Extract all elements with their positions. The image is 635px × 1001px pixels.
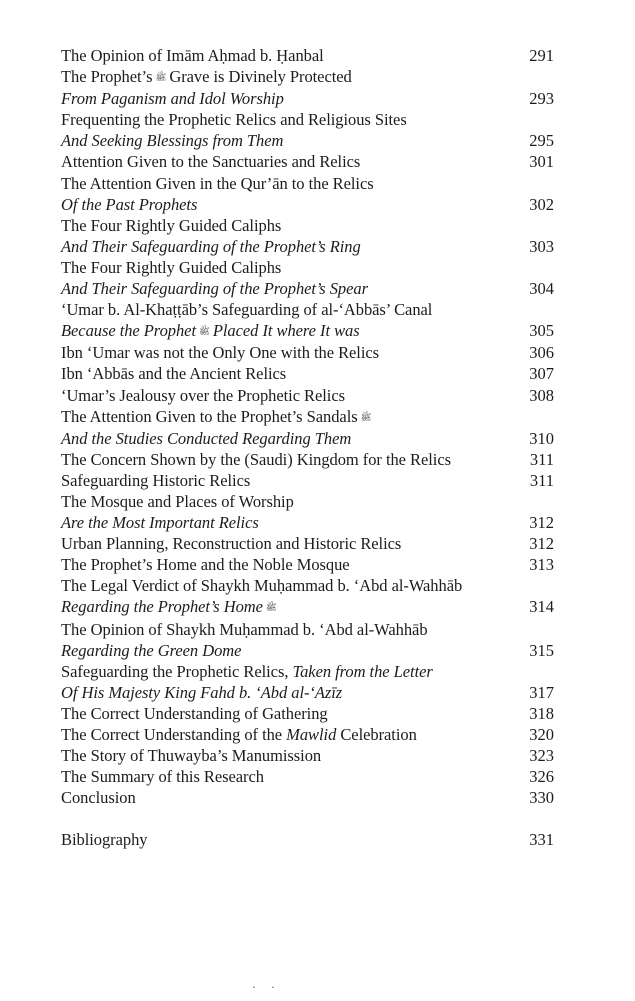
- toc-entry-text: Grave is Divinely Protected: [169, 67, 352, 87]
- page-footer-mark: · ·: [252, 980, 281, 994]
- toc-entry: [61, 278, 554, 299]
- toc-page-number: 311: [529, 449, 554, 469]
- toc-entry-text: Ibn ‘Umar was not the Only One with the Relics: [61, 343, 380, 363]
- toc-entry-text: ‘Umar b. Al-Khaṭṭāb’s Safeguarding of al-‘Abbās’ Canal: [61, 300, 433, 320]
- toc-entry-title: [61, 449, 524, 470]
- toc-entry-text: Safeguarding the Prophetic Relics,: [61, 661, 293, 681]
- toc-entry-title: [61, 130, 524, 151]
- toc-entry-title: [61, 385, 524, 406]
- toc-entry-title: [61, 533, 524, 554]
- toc-entry-title: [61, 596, 524, 618]
- toc-page-number: 315: [529, 640, 554, 660]
- toc-entry-title: [61, 575, 524, 596]
- toc-page-number: 313: [529, 555, 554, 575]
- toc-entry: [61, 766, 554, 787]
- toc-entry-text: Regarding the Prophet’s Home: [61, 597, 263, 617]
- toc-entry-text: The Opinion of Imām Aḥmad b. Ḥanbal: [61, 46, 324, 65]
- toc-entry-text: The Prophet’s: [61, 67, 153, 87]
- toc-entry: [61, 66, 554, 88]
- toc-entry: [61, 428, 554, 449]
- toc-entry-text: The Attention Given in the Qur’ān to the Relics: [61, 173, 374, 193]
- toc-entry: [61, 342, 554, 363]
- toc-entry: [61, 215, 554, 236]
- honorific-icon: ﷺ: [360, 411, 372, 422]
- toc-entry-text: The Correct Understanding of Gathering: [61, 703, 328, 723]
- toc-entry-text: The Summary of this Research: [61, 767, 264, 787]
- toc-entry-title: [61, 470, 524, 491]
- toc-entry: [61, 257, 554, 278]
- toc-entry: [61, 533, 554, 554]
- toc-entry: [61, 151, 554, 172]
- honorific-icon: ﷺ: [155, 72, 167, 83]
- toc-entry-text: The Prophet’s Home and the Noble Mosque: [61, 555, 350, 575]
- toc-entry: [61, 554, 554, 575]
- toc-entry-title: [61, 66, 524, 88]
- toc-page-number: 320: [529, 725, 554, 744]
- toc-entry-text: The Opinion of Shaykh Muḥammad b. ‘Abd al-Wahhāb: [61, 619, 428, 639]
- toc-entry-title: [61, 109, 524, 130]
- toc-page-number: 323: [529, 746, 554, 766]
- toc-entry-title: [61, 619, 524, 640]
- toc-page-number: 301: [529, 152, 554, 172]
- toc-entry-text: The Legal Verdict of Shaykh Muḥammad b. ‘Abd al-Wahhāb: [61, 576, 463, 596]
- toc-entry-text: Placed It where It was: [212, 321, 360, 341]
- toc-entry-text: Conclusion: [61, 788, 136, 808]
- toc-page-number: 312: [529, 534, 554, 554]
- toc-page-number: 304: [529, 279, 554, 299]
- toc-entry: [61, 745, 554, 766]
- toc-entry: [61, 470, 554, 491]
- toc-entry-text: The Four Rightly Guided Caliphs: [61, 215, 282, 235]
- toc-entry-text: The Correct Understanding of the: [61, 725, 287, 744]
- toc-page-number: 293: [529, 89, 554, 109]
- toc-page-number: 318: [529, 703, 554, 723]
- toc-entry-title: [61, 257, 524, 278]
- toc-entry: [61, 640, 554, 661]
- toc-page-number: 305: [529, 321, 554, 341]
- toc-entry-title: [61, 787, 524, 808]
- toc-entry-text: And the Studies Conducted Regarding Them: [61, 428, 352, 448]
- table-of-contents: [61, 45, 554, 850]
- toc-entry: [61, 194, 554, 215]
- toc-entry-title: [61, 682, 524, 703]
- toc-page-number: 326: [529, 767, 554, 787]
- toc-entry-title: [61, 554, 524, 575]
- toc-entry-title: [61, 745, 524, 766]
- toc-entry-text: The Attention Given to the Prophet’s Sandals: [61, 406, 358, 426]
- toc-page-number: 306: [529, 343, 554, 363]
- toc-entry: [61, 596, 554, 618]
- toc-entry: [61, 173, 554, 194]
- toc-entry: [61, 385, 554, 406]
- toc-entry-text: And Seeking Blessings from Them: [61, 131, 284, 151]
- toc-entry-title: [61, 406, 524, 428]
- toc-entry-text: The Concern Shown by the (Saudi) Kingdom for the Relics: [61, 449, 451, 469]
- toc-entry-text: Celebration: [336, 725, 417, 744]
- toc-entry: [61, 363, 554, 384]
- toc-entry: [61, 619, 554, 640]
- toc-page-number: 295: [529, 131, 554, 151]
- toc-entry: [61, 787, 554, 808]
- toc-entry: [61, 575, 554, 596]
- toc-entry-text: From Paganism and Idol Worship: [61, 89, 284, 109]
- honorific-icon: ﷺ: [198, 326, 210, 337]
- toc-entry-text: Ibn ‘Abbās and the Ancient Relics: [61, 364, 287, 384]
- toc-page-number: 310: [529, 428, 554, 448]
- toc-entry: [61, 829, 554, 850]
- toc-entry-text: Regarding the Green Dome: [61, 640, 242, 660]
- toc-entry: [61, 320, 554, 342]
- toc-entry-title: [61, 363, 524, 384]
- toc-page-number: 314: [529, 597, 554, 617]
- toc-entry-text: The Story of Thuwayba’s Manumission: [61, 746, 322, 766]
- toc-entry-title: [61, 491, 524, 512]
- toc-entry-text: Urban Planning, Reconstruction and Historic Relics: [61, 534, 402, 554]
- toc-entry-title: [61, 194, 524, 215]
- toc-entry-text: And Their Safeguarding of the Prophet’s Spear: [61, 279, 368, 299]
- toc-entry-text: Of His Majesty King Fahd b. ‘Abd al-‘Azīz: [61, 682, 343, 702]
- toc-entry-title: [61, 151, 524, 172]
- toc-page-number: 311: [529, 470, 554, 490]
- toc-entry-text: Safeguarding Historic Relics: [61, 470, 251, 490]
- toc-entry-title: [61, 215, 524, 236]
- toc-entry: [61, 449, 554, 470]
- toc-entry-title: [61, 766, 524, 787]
- toc-page-number: 302: [529, 194, 554, 214]
- toc-page-number: 303: [529, 236, 554, 256]
- toc-entry-text: The Four Rightly Guided Caliphs: [61, 257, 282, 277]
- toc-page-number: 330: [529, 788, 554, 808]
- toc-entry-text: Of the Past Prophets: [61, 194, 198, 214]
- toc-page-number: 317: [529, 682, 554, 702]
- toc-page-number: 331: [529, 830, 554, 850]
- toc-entry-text: ‘Umar’s Jealousy over the Prophetic Relics: [61, 385, 345, 405]
- toc-entry: [61, 703, 554, 724]
- honorific-icon: ﷺ: [265, 602, 277, 613]
- toc-entry-title: [61, 45, 524, 66]
- toc-entry-text: Frequenting the Prophetic Relics and Religious Sites: [61, 110, 407, 130]
- toc-entry: [61, 45, 554, 66]
- toc-entry: [61, 109, 554, 130]
- toc-entry: [61, 130, 554, 151]
- toc-entry: [61, 491, 554, 512]
- toc-entry-title: [61, 173, 524, 194]
- toc-entry-title: [61, 829, 524, 850]
- toc-entry-text: Because the Prophet: [61, 321, 196, 341]
- toc-entry-title: [61, 428, 524, 449]
- toc-entry-title: [61, 512, 524, 533]
- toc-entry-text: Taken from the Letter: [292, 661, 433, 681]
- toc-entry-title: [61, 299, 524, 320]
- section-spacer: [61, 808, 554, 829]
- toc-entry: [61, 661, 554, 682]
- toc-entry-title: [61, 640, 524, 661]
- toc-entry: [61, 299, 554, 320]
- toc-entry-title: [61, 88, 524, 109]
- toc-page-number: 308: [529, 385, 554, 405]
- toc-entry-text: Bibliography: [61, 830, 148, 850]
- toc-entry: [61, 88, 554, 109]
- toc-entry-text: Mawlid: [286, 725, 337, 744]
- toc-entry-title: [61, 236, 524, 257]
- toc-entry-title: [61, 703, 524, 724]
- toc-entry: [61, 512, 554, 533]
- toc-entry-title: [61, 342, 524, 363]
- toc-page-number: 307: [529, 364, 554, 384]
- toc-entry: [61, 682, 554, 703]
- toc-entry-text: And Their Safeguarding of the Prophet’s Ring: [61, 236, 361, 256]
- toc-page-number: 312: [529, 513, 554, 533]
- toc-entry: [61, 724, 554, 745]
- toc-entry: [61, 236, 554, 257]
- toc-entry-title: [61, 320, 524, 342]
- toc-entry-text: Are the Most Important Relics: [61, 513, 259, 533]
- toc-entry-title: [61, 661, 524, 682]
- toc-entry-text: The Mosque and Places of Worship: [61, 491, 294, 511]
- toc-page-number: 291: [529, 46, 554, 65]
- toc-entry: [61, 406, 554, 428]
- toc-entry-title: [61, 278, 524, 299]
- toc-entry-title: [61, 724, 524, 745]
- toc-entry-text: Attention Given to the Sanctuaries and Relics: [61, 152, 361, 172]
